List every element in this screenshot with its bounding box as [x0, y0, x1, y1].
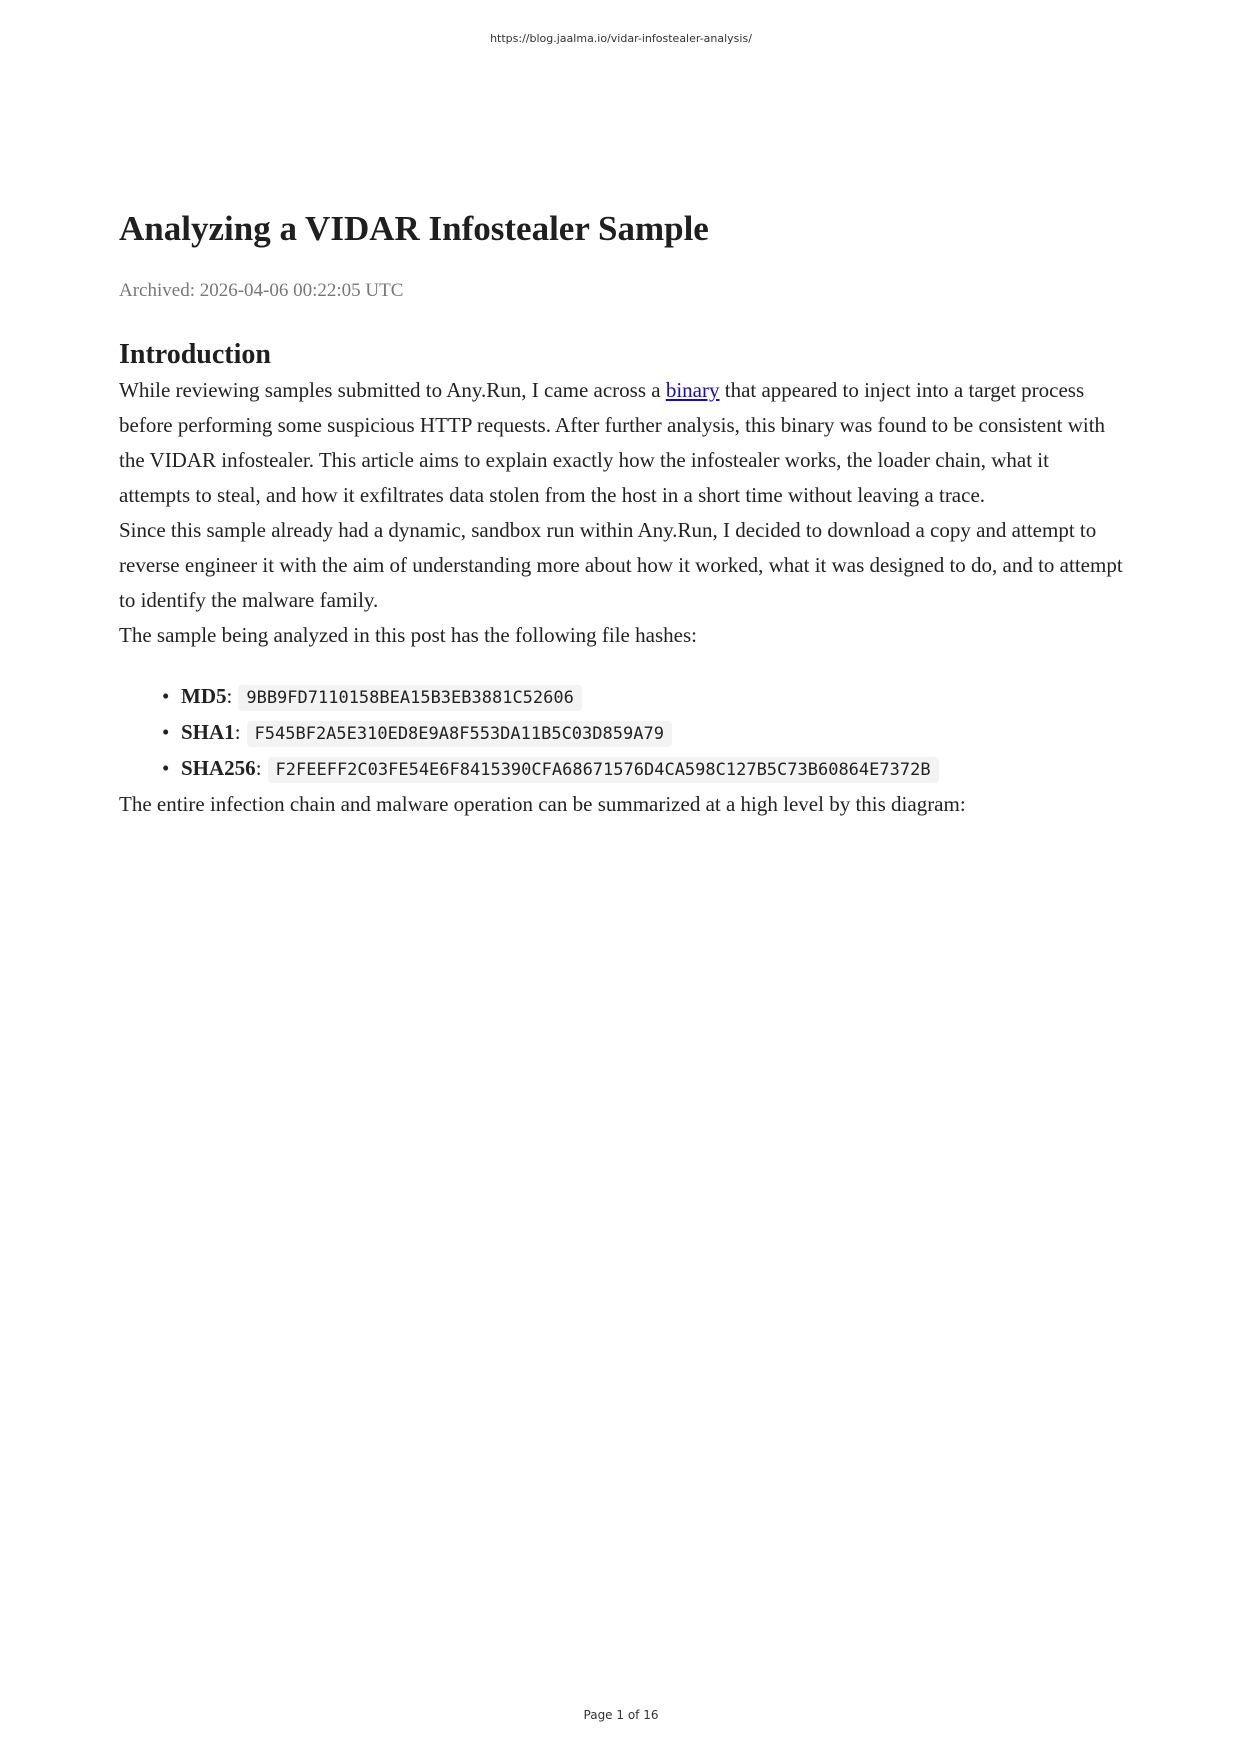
- archived-timestamp: Archived: 2026-04-06 00:22:05 UTC: [119, 280, 404, 301]
- page-number-footer: Page 1 of 16: [583, 1708, 659, 1722]
- hash-list: [119, 679, 1124, 787]
- binary-link[interactable]: binary: [665, 378, 720, 402]
- bullet-icon: •: [162, 756, 170, 780]
- hash-value-sha256: F2FEEFF2C03FE54E6F8415390CFA68671576D4CA598C127B5C73B60864E7372B: [268, 757, 939, 783]
- intro-paragraph: [119, 373, 1124, 513]
- hash-label-sha256: SHA256: [181, 756, 256, 780]
- bullet-icon: •: [162, 684, 170, 708]
- hash-value-sha1: F545BF2A5E310ED8E9A8F553DA11B5C03D859A79: [247, 721, 672, 747]
- hash-label-md5: MD5: [181, 684, 227, 708]
- article-body: [119, 205, 1124, 822]
- list-item-md5: • MD5: 9BB9FD7110158BEA15B3EB3881C52606: [162, 679, 1124, 715]
- bullet-icon: •: [162, 720, 170, 744]
- diagram-intro-paragraph: The entire infection chain and malware operation can be summarized at a high level by this diagram:: [119, 792, 966, 816]
- sandbox-paragraph: Since this sample already had a dynamic, sandbox run within Any.Run, I decided to download a copy and attempt to reverse engineer it with the aim of understanding more about how it worked, what it was designed to do, and to attempt to identify the malware family.: [119, 518, 1123, 612]
- page-url-header: https://blog.jaalma.io/vidar-infostealer-analysis/: [490, 32, 752, 45]
- hashes-intro-paragraph: The sample being analyzed in this post has the following file hashes:: [119, 623, 697, 647]
- hash-label-sha1: SHA1: [181, 720, 235, 744]
- hash-value-md5: 9BB9FD7110158BEA15B3EB3881C52606: [238, 685, 582, 711]
- list-item-sha1: • SHA1: F545BF2A5E310ED8E9A8F553DA11B5C03D859A79: [162, 715, 1124, 751]
- intro-text-after-link: that appeared to inject into a target process before performing some suspicious HTTP requests. After further analysis, this binary was found to be consistent with the VIDAR infostealer. This article aims to explain exactly how the infostealer works, the loader chain, what it attempts to steal, and how it exfiltrates data stolen from the host in a short time without leaving a trace.: [119, 378, 1106, 507]
- section-heading-introduction: Introduction: [119, 339, 271, 370]
- list-item-sha256: • SHA256: F2FEEFF2C03FE54E6F8415390CFA68671576D4CA598C127B5C73B60864E7372B: [162, 751, 1124, 787]
- intro-text-before-link: While reviewing samples submitted to Any.Run, I came across a: [119, 378, 666, 402]
- article-title: Analyzing a VIDAR Infostealer Sample: [119, 209, 709, 248]
